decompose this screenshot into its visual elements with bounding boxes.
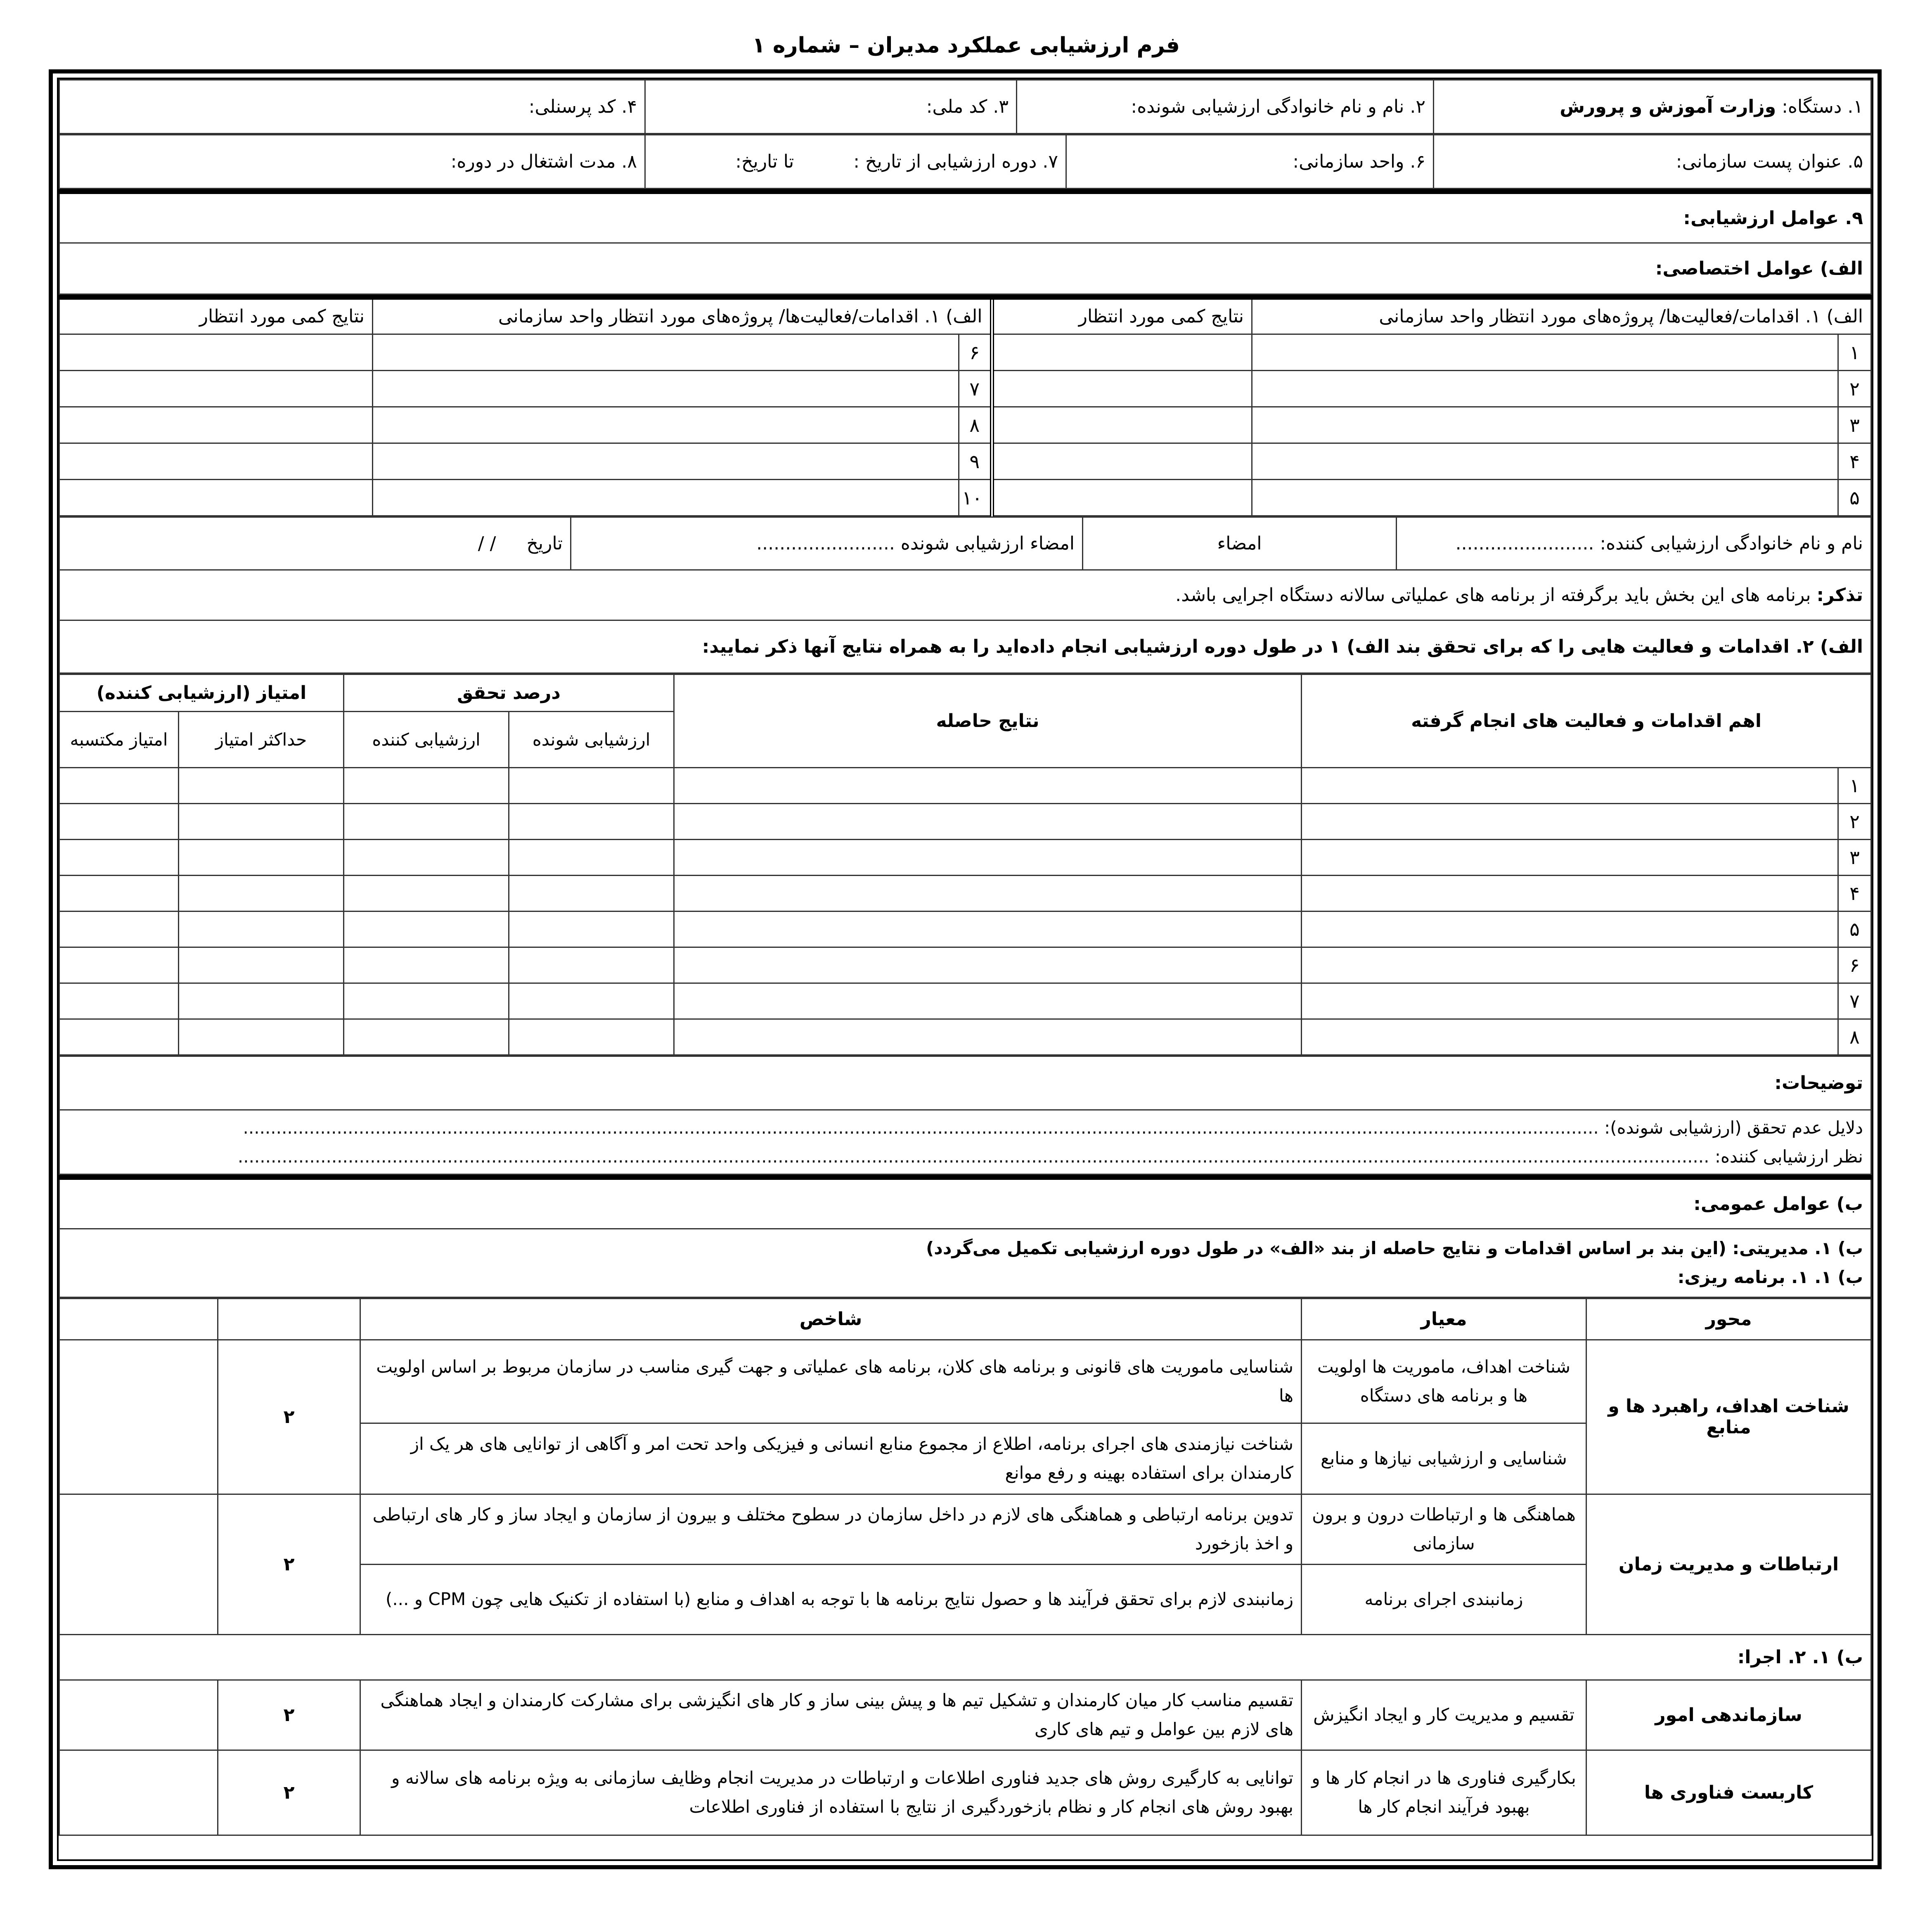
- alef2-cell[interactable]: [509, 983, 674, 1019]
- alef1-row-number: ۹: [959, 443, 992, 480]
- alef1-table: [59, 295, 1872, 517]
- b-axis: کاربست فناوری ها: [1586, 1750, 1871, 1835]
- b-gained-score[interactable]: [59, 1494, 218, 1634]
- alef2-cell[interactable]: [178, 1019, 343, 1055]
- alef1-row-number: ۸: [959, 407, 992, 443]
- alef1-cell[interactable]: [59, 334, 373, 371]
- b-indicator: توانایی به کارگیری روش های جدید فناوری اطلاعات و ارتباطات در مدیریت انجام وظایف سازمانی به ویژه برنامه های سالانه و بهبود روش های انجام کار و نظام بازخوردگیری از نتایج با استفاده از فناوری اطلاعات: [360, 1750, 1302, 1835]
- alef1-cell[interactable]: [59, 480, 373, 516]
- alef2-row-number: ۴: [1838, 876, 1871, 912]
- alef2-cell[interactable]: [509, 912, 674, 947]
- b-table: [59, 1298, 1872, 1836]
- section-b: [59, 1175, 1872, 1298]
- alef2-row: [59, 1019, 1871, 1055]
- alef2-title: الف) ۲. اقدامات و فعالیت هایی را که برای تحقق بند الف) ۱ در طول دوره ارزشیابی انجام داده‌اید را به همراه نتایج آنها ذکر نمایید:: [59, 620, 1871, 673]
- alef2-cell[interactable]: [509, 1019, 674, 1055]
- alef2-cell[interactable]: [178, 912, 343, 947]
- agency-value: وزارت آموزش و پرورش: [1560, 96, 1776, 117]
- explanations-title: توضیحات:: [59, 1056, 1871, 1110]
- field-agency[interactable]: ۱. دستگاه: وزارت آموزش و پرورش: [1434, 80, 1871, 134]
- alef2-cell[interactable]: [674, 840, 1302, 876]
- alef2-cell[interactable]: [674, 1019, 1302, 1055]
- alef2-cell[interactable]: [674, 947, 1302, 983]
- alef1-cell[interactable]: [992, 480, 1252, 516]
- b-axis: سازماندهی امور: [1586, 1680, 1871, 1750]
- alef2-row: [59, 876, 1871, 912]
- alef2-cell[interactable]: [178, 876, 343, 912]
- alef1-row-number: ۱۰: [959, 480, 992, 516]
- b-criterion: تقسیم و مدیریت کار و ایجاد انگیزش: [1302, 1680, 1586, 1750]
- b-criterion: شناسایی و ارزشیابی نیازها و منابع: [1302, 1423, 1586, 1494]
- alef-title: الف) عوامل اختصاصی:: [59, 243, 1871, 294]
- alef2-cell[interactable]: [1302, 840, 1838, 876]
- field-national-code[interactable]: ۳. کد ملی:: [645, 80, 1017, 134]
- b-max-score: ۲: [218, 1680, 360, 1750]
- alef2-cell[interactable]: [59, 912, 179, 947]
- field-personnel-code[interactable]: ۴. کد پرسنلی:: [59, 80, 645, 134]
- alef2-cell[interactable]: [509, 840, 674, 876]
- alef2-row: [59, 947, 1871, 983]
- alef2-col-score-gained: امتیاز مکتسبه: [59, 712, 179, 768]
- alef2-col-score: امتیاز (ارزشیابی کننده): [59, 675, 344, 712]
- alef2-cell[interactable]: [59, 804, 179, 840]
- alef2-cell[interactable]: [343, 804, 509, 840]
- alef1-cell[interactable]: [373, 371, 959, 407]
- b-col-criterion: معیار: [1302, 1298, 1586, 1340]
- field-evaluee-name[interactable]: ۲. نام و نام خانوادگی ارزشیابی شونده:: [1017, 80, 1434, 134]
- alef1-row-number: ۵: [1838, 480, 1871, 516]
- alef2-cell[interactable]: [1302, 876, 1838, 912]
- header-table: [59, 79, 1872, 134]
- note: تذکر: برنامه های این بخش باید برگرفته از برنامه های عملیاتی سالانه دستگاه اجرایی باشد.: [59, 570, 1871, 620]
- b-criterion: بکارگیری فناوری ها در انجام کار ها و بهبود فرآیند انجام کار ها: [1302, 1750, 1586, 1835]
- explanations-fields: [59, 1110, 1871, 1174]
- alef1-cell[interactable]: [992, 371, 1252, 407]
- alef1-cell[interactable]: [373, 443, 959, 480]
- b-gained-score[interactable]: [59, 1750, 218, 1835]
- alef1-cell[interactable]: [59, 371, 373, 407]
- alef1-col-results-right: نتایج کمی مورد انتظار: [992, 297, 1252, 334]
- alef2-row-number: ۷: [1838, 983, 1871, 1019]
- alef2-cell[interactable]: [178, 947, 343, 983]
- reasons-field[interactable]: دلایل عدم تحقق (ارزشیابی شونده): ......................................................................................................................................................................................................................................................: [243, 1117, 1863, 1138]
- alef2-col-score-max: حداکثر امتیاز: [178, 712, 343, 768]
- alef2-row-number: ۱: [1838, 768, 1871, 804]
- alef2-cell[interactable]: [343, 876, 509, 912]
- header-table-2: [59, 134, 1872, 189]
- alef1-col-activities-right: الف) ۱. اقدامات/فعالیت‌ها/ پروژه‌های مورد انتظار واحد سازمانی: [1252, 297, 1871, 334]
- field-employment-duration[interactable]: ۸. مدت اشتغال در دوره:: [59, 135, 645, 189]
- alef2-cell[interactable]: [59, 947, 179, 983]
- alef2-table: [59, 674, 1872, 1056]
- form-title: فرم ارزشیابی عملکرد مدیران – شماره ۱: [752, 33, 1180, 58]
- b-gained-score[interactable]: [59, 1680, 218, 1750]
- section9: [59, 189, 1872, 295]
- alef1-row-number: ۶: [959, 334, 992, 371]
- alef2-cell[interactable]: [343, 840, 509, 876]
- section-b-title: ب) عوامل عمومی:: [59, 1177, 1871, 1229]
- alef1-cell[interactable]: [373, 334, 959, 371]
- alef2-cell[interactable]: [509, 876, 674, 912]
- field-evaluation-period[interactable]: ۷. دوره ارزشیابی از تاریخ : تا تاریخ:: [645, 135, 1066, 189]
- alef1-row-number: ۲: [1838, 371, 1871, 407]
- alef1-col-activities-left: الف) ۱. اقدامات/فعالیت‌ها/ پروژه‌های مورد انتظار واحد سازمانی: [373, 297, 992, 334]
- b-max-score: ۲: [218, 1494, 360, 1634]
- b-gained-score[interactable]: [59, 1340, 218, 1494]
- form-frame: [49, 69, 1882, 1869]
- alef2-cell[interactable]: [178, 983, 343, 1019]
- b-col-indicator: شاخص: [360, 1298, 1302, 1340]
- b-criterion: زمانبندی اجرای برنامه: [1302, 1564, 1586, 1634]
- alef2-cell[interactable]: [1302, 912, 1838, 947]
- alef1-cell[interactable]: [1252, 334, 1838, 371]
- b-axis: شناخت اهداف، راهبرد ها و منابع: [1586, 1340, 1871, 1494]
- section-b12: ب) ۱. ۲. اجرا:: [59, 1634, 1871, 1680]
- alef2-cell[interactable]: [1302, 947, 1838, 983]
- b-indicator: تدوین برنامه ارتباطی و هماهنگی های لازم در داخل سازمان در سطوح مختلف و بیرون از سازمان و ایجاد ساز و کار های ارتباطی و اخذ بازخورد: [360, 1494, 1302, 1564]
- b-criterion: هماهنگی ها و ارتباطات درون و برون سازمانی: [1302, 1494, 1586, 1564]
- alef2-row-number: ۵: [1838, 912, 1871, 947]
- alef2-row: [59, 804, 1871, 840]
- alef1-row-number: ۱: [1838, 334, 1871, 371]
- alef1-cell[interactable]: [1252, 407, 1838, 443]
- b-indicator: زمانبندی لازم برای تحقق فرآیند ها و حصول نتایج برنامه ها با توجه به اهداف و منابع (با استفاده از تکنیک هایی چون CPM و ...): [360, 1564, 1302, 1634]
- b-indicator: شناخت نیازمندی های اجرای برنامه، اطلاع از مجموع منابع انسانی و فیزیکی واحد تحت امر و آگاهی از توانایی های هر یک از کارمندان برای استفاده بهینه و رفع موانع: [360, 1423, 1302, 1494]
- alef2-cell[interactable]: [509, 947, 674, 983]
- alef2-col-percent-evaluee: ارزشیابی شونده: [509, 712, 674, 768]
- alef1-cell[interactable]: [373, 407, 959, 443]
- date-field[interactable]: تاریخ / /: [59, 517, 571, 570]
- alef2-cell[interactable]: [59, 876, 179, 912]
- alef2-row-number: ۳: [1838, 840, 1871, 876]
- b-col-axis: محور: [1586, 1298, 1871, 1340]
- alef2-cell[interactable]: [674, 804, 1302, 840]
- alef1-cell[interactable]: [992, 334, 1252, 371]
- evaluator-name-field[interactable]: نام و نام خانوادگی ارزشیابی کننده: ........................: [1397, 517, 1871, 570]
- alef2-cell[interactable]: [1302, 1019, 1838, 1055]
- alef2-cell[interactable]: [1302, 804, 1838, 840]
- alef2-row: [59, 912, 1871, 947]
- alef2-row: [59, 840, 1871, 876]
- alef2-col-percent-evaluator: ارزشیابی کننده: [343, 712, 509, 768]
- alef2-cell[interactable]: [674, 876, 1302, 912]
- alef2-cell[interactable]: [178, 804, 343, 840]
- evaluee-sign-field[interactable]: امضاء ارزشیابی شونده ........................: [571, 517, 1083, 570]
- alef2-cell[interactable]: [178, 840, 343, 876]
- b-criterion: شناخت اهداف، ماموریت ها اولویت ها و برنامه های دستگاه: [1302, 1340, 1586, 1423]
- alef2-cell[interactable]: [343, 947, 509, 983]
- b-indicator: شناسایی ماموریت های قانونی و برنامه های کلان، برنامه های عملیاتی و جهت گیری مناسب در سازمان مربوط بر اساس اولویت ها: [360, 1340, 1302, 1423]
- alef2-cell[interactable]: [674, 983, 1302, 1019]
- alef2-cell[interactable]: [343, 912, 509, 947]
- alef2-row-number: ۸: [1838, 1019, 1871, 1055]
- section-b1: ب) ۱. مدیریتی: (این بند بر اساس اقدامات و نتایج حاصله از بند «الف» در طول دوره ارزشیابی تکمیل می‌گردد) ب) ۱. ۱. برنامه ریزی:: [59, 1229, 1871, 1297]
- alef2-cell[interactable]: [343, 1019, 509, 1055]
- alef1-cell[interactable]: [373, 480, 959, 516]
- alef1-cell[interactable]: [1252, 443, 1838, 480]
- evaluator-sign-field[interactable]: امضاء: [1083, 517, 1397, 570]
- b-axis: ارتباطات و مدیریت زمان: [1586, 1494, 1871, 1634]
- alef1-row-number: ۷: [959, 371, 992, 407]
- alef1-cell[interactable]: [992, 407, 1252, 443]
- alef2-cell[interactable]: [178, 768, 343, 804]
- alef2-row-number: ۶: [1838, 947, 1871, 983]
- alef1-row-number: ۳: [1838, 407, 1871, 443]
- alef2-cell[interactable]: [509, 768, 674, 804]
- alef2-cell[interactable]: [59, 1019, 179, 1055]
- alef2-cell[interactable]: [59, 768, 179, 804]
- alef2-cell[interactable]: [1302, 768, 1838, 804]
- form-body: [57, 78, 1873, 1861]
- alef2-cell[interactable]: [59, 983, 179, 1019]
- alef2-row: [59, 768, 1871, 804]
- alef2-cell[interactable]: [509, 804, 674, 840]
- b-max-score: ۲: [218, 1750, 360, 1835]
- alef2-col-results: نتایج حاصله: [674, 675, 1302, 768]
- alef2-row: [59, 983, 1871, 1019]
- alef2-cell[interactable]: [674, 768, 1302, 804]
- signature-row: [59, 516, 1872, 674]
- alef2-cell[interactable]: [343, 983, 509, 1019]
- field-org-unit[interactable]: ۶. واحد سازمانی:: [1066, 135, 1434, 189]
- alef2-cell[interactable]: [59, 840, 179, 876]
- field-position-title[interactable]: ۵. عنوان پست سازمانی:: [1434, 135, 1871, 189]
- b-max-score: ۲: [218, 1340, 360, 1494]
- alef1-cell[interactable]: [992, 443, 1252, 480]
- alef1-col-results-left: نتایج کمی مورد انتظار: [59, 297, 373, 334]
- alef2-col-activities: اهم اقدامات و فعالیت های انجام گرفته: [1302, 675, 1871, 768]
- b-col-score: [218, 1298, 360, 1340]
- alef2-col-percent: درصد تحقق: [343, 675, 674, 712]
- alef2-cell[interactable]: [1302, 983, 1838, 1019]
- alef2-row-number: ۲: [1838, 804, 1871, 840]
- b-col-gained: [59, 1298, 218, 1340]
- alef1-cell[interactable]: [59, 443, 373, 480]
- alef1-row-number: ۴: [1838, 443, 1871, 480]
- alef1-cell[interactable]: [1252, 371, 1838, 407]
- alef1-cell[interactable]: [1252, 480, 1838, 516]
- section9-title: ۹. عوامل ارزشیابی:: [59, 192, 1871, 243]
- alef2-cell[interactable]: [674, 912, 1302, 947]
- opinion-field[interactable]: نظر ارزشیابی کننده: ...........................................................................................................................................................................................................................................................................: [237, 1146, 1863, 1167]
- explanations: [59, 1056, 1872, 1175]
- alef2-cell[interactable]: [343, 768, 509, 804]
- b-indicator: تقسیم مناسب کار میان کارمندان و تشکیل تیم ها و پیش بینی ساز و کار های انگیزشی برای مشارکت کارمندان و ایجاد هماهنگی های لازم بین عوامل و تیم های کاری: [360, 1680, 1302, 1750]
- alef1-cell[interactable]: [59, 407, 373, 443]
